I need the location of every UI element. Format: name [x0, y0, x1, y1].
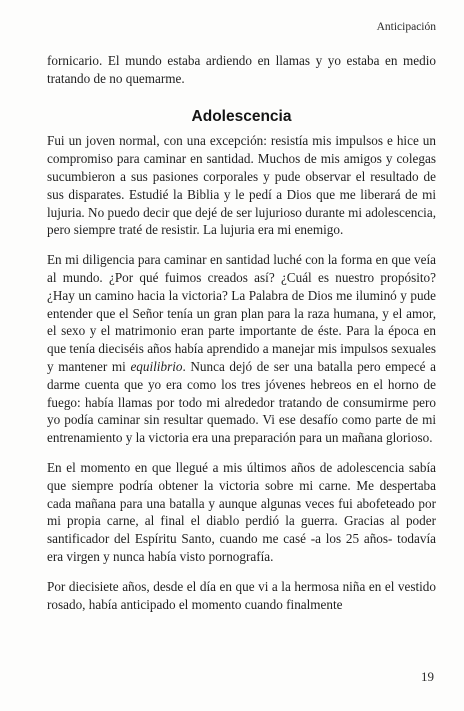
- paragraph-text: En mi diligencia para caminar en santidad luché con la forma en que veía al mundo. ¿Por qué fuimos creados así? ¿Cuál es nuestro propósito? ¿Hay un camino hacia la victoria? La Palabra de Dios me iluminó y pude entender que el Señor tenía un gran plan para la raza humana, y el amor, el sexo y el matrimonio eran parte importante de éste. Para la época en que tenía dieciséis años había aprendido a manejar mis impulsos sexuales y mantener mi: [47, 252, 436, 374]
- paragraph-text: . Nunca dejó de ser una batalla pero empecé a darme cuenta que yo era como los tres jóvenes hebreos en el horno de fuego: había llamas por todo mi alrededor tratando de consumirme pero yo podía caminar sin resultar quemado. Vi ese desafío como parte de mi entrenamiento y la victoria era una preparación para un mañana glorioso.: [47, 358, 437, 446]
- body-text: [47, 52, 436, 613]
- running-head: Anticipación: [376, 21, 436, 33]
- paragraph-adolescence-1: Fui un joven normal, con una excepción: resistía mis impulsos e hice un compromiso para caminar en santidad. Muchos de mis amigos y colegas sucumbieron a sus pasiones corporales y pude observar el resultado de sus disparates. Estudié la Biblia y le pedí a Dios que me liberará de mi lujuria. No puedo decir que dejé de ser lujurioso durante mi adolescencia, pero siempre traté de resistir. La lujuria era mi enemigo.: [47, 133, 436, 238]
- section-heading: Adolescencia: [191, 107, 292, 125]
- emphasis-word: equilibrio: [130, 358, 183, 374]
- paragraph-adolescence-4: Por diecisiete años, desde el día en que vi a la hermosa niña en el vestido rosado, había anticipado el momento cuando finalmente: [47, 578, 436, 612]
- page-number: 19: [421, 669, 434, 684]
- paragraph-continuation: fornicario. El mundo estaba ardiendo en llamas y yo estaba en medio tratando de no quemarme.: [47, 53, 436, 86]
- paragraph-adolescence-2: [47, 251, 436, 447]
- paragraph-adolescence-3: En el momento en que llegué a mis últimos años de adolescencia sabía que siempre podría obtener la victoria sobre mi carne. Me despertaba cada mañana para una batalla y aunque algunas veces fui abofeteado por mi propia carne, al final el diablo perdió la guerra. Gracias al poder santificador del Espíritu Santo, cuando me casé -a los 25 años- todavía era virgen y nunca había visto pornografía.: [47, 459, 436, 564]
